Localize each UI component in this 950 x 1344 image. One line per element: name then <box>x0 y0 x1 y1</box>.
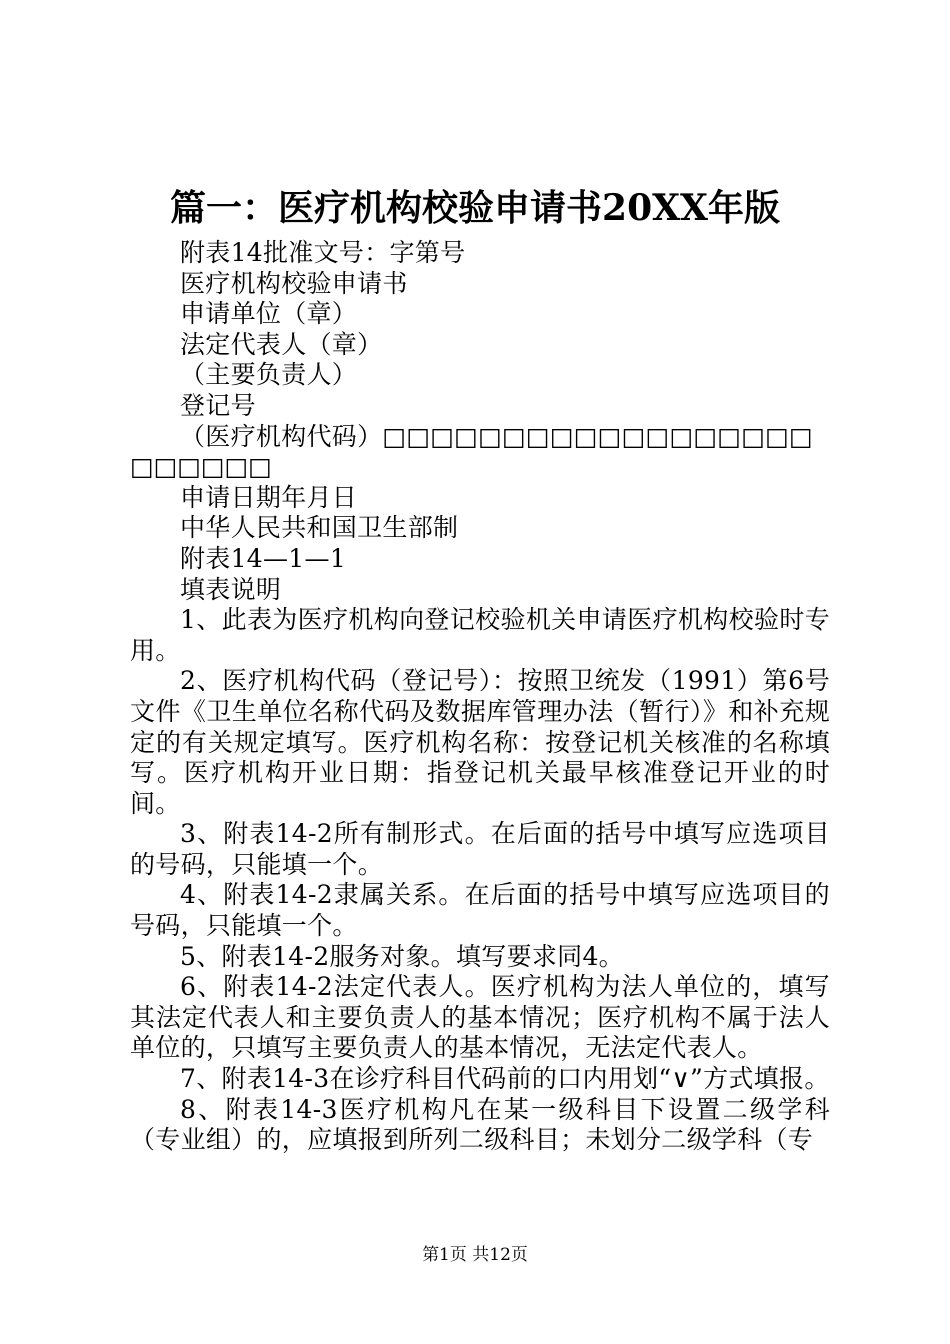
cover-line-approval: 附表14批准文号：字第号 <box>180 238 466 267</box>
instruction-item-7: 7、附表14-3在诊疗科目代码前的口内用划“∨”方式填报。 <box>180 1064 830 1094</box>
cover-line-registration: 登记号 <box>180 390 256 420</box>
cover-line-issuer: 中华人民共和国卫生部制 <box>180 513 459 543</box>
cover-line-principal: （主要负责人） <box>180 360 358 390</box>
page-footer: 第1页 共12页 <box>422 1245 528 1265</box>
instruction-item-5: 5、附表14-2服务对象。填写要求同4。 <box>180 941 624 971</box>
document-title: 篇一：医疗机构校验申请书20XX年版 <box>170 187 780 229</box>
cover-line-form-name: 医疗机构校验申请书 <box>180 268 408 298</box>
cover-line-applicant: 申请单位（章） <box>180 299 358 329</box>
cover-line-legal-rep: 法定代表人（章） <box>180 329 383 359</box>
instruction-item-6: 6、附表14-2法定代表人。医疗机构为法人单位的，填写其法定代表人和主要负责人的基本情况；医疗机构不属于法人单位的，只填写主要负责人的基本情况，无法定代表人。 <box>130 972 830 1063</box>
institution-code-boxes: □□□□□□ <box>130 452 272 482</box>
cover-line-date: 申请日期年月日 <box>180 482 358 512</box>
cover-line-annex: 附表14—1—1 <box>180 543 347 573</box>
instructions-heading: 填表说明 <box>180 574 282 604</box>
instruction-item-8: 8、附表14-3医疗机构凡在某一级科目下设置二级学科（专业组）的，应填报到所列二级科目；未划分二级学科（专 <box>130 1094 830 1155</box>
instruction-item-4: 4、附表14-2隶属关系。在后面的括号中填写应选项目的号码，只能填一个。 <box>130 880 830 941</box>
institution-code-line: （医疗机构代码）□□□□□□□□□□□□□□□□□□ <box>180 421 813 451</box>
instruction-item-2: 2、医疗机构代码（登记号）：按照卫统发（1991）第6号文件《卫生单位名称代码及数据库管理办法（暂行）》和补充规定的有关规定填写。医疗机构名称：按登记机关核准的名称填写。医疗机构开业日期：指登记机关最早核准登记开业的时间。 <box>130 666 830 818</box>
document-body <box>130 238 830 1156</box>
instruction-item-3: 3、附表14-2所有制形式。在后面的括号中填写应选项目的号码，只能填一个。 <box>130 819 830 879</box>
instruction-item-1: 1、此表为医疗机构向登记校验机关申请医疗机构校验时专用。 <box>130 605 830 665</box>
